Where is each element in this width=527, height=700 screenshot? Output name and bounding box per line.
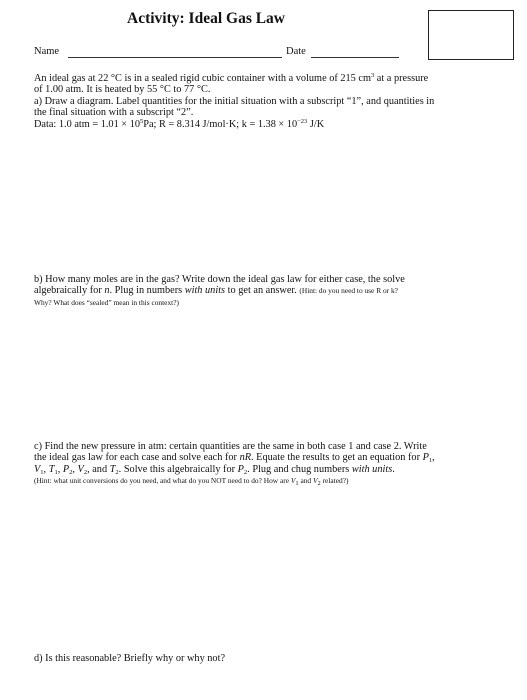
sub-2: 2 — [243, 468, 248, 476]
var-V: V — [312, 476, 318, 486]
part-b-hint-2: Why? What does “sealed” mean in this context?) — [34, 297, 179, 307]
name-label — [34, 46, 59, 57]
intro-line-1 — [34, 73, 520, 84]
intro-line-1a: An ideal gas at 22 °C is in a sealed rigid cubic container with a volume of 215 cm — [34, 73, 371, 84]
part-c-line-2 — [34, 452, 520, 463]
data-part-c: J/K — [307, 118, 325, 130]
part-d-line-1: d) Is this reasonable? Briefly why or why not? — [34, 653, 226, 664]
part-a-line-1: a) Draw a diagram. Label quantities for the initial situation with a subscript “1”, and quantities in — [34, 95, 435, 107]
part-b-line-2a: algebraically for — [34, 285, 105, 297]
score-box — [428, 10, 514, 60]
var-nR: nR — [239, 452, 252, 464]
var-V: V — [290, 476, 296, 486]
sub-2: 2 — [317, 480, 321, 488]
part-c-line-3b: . Solve this algebraically for — [118, 463, 238, 475]
var-P: P — [237, 463, 244, 475]
var-T: T — [109, 463, 116, 475]
part-b-hint-1: (Hint: do you need to use R or k? — [299, 286, 398, 296]
var-V: V — [34, 463, 41, 475]
part-c-hint-a: (Hint: what unit conversions do you need, and what do you NOT need to do? How are — [34, 476, 291, 486]
var-V: V — [77, 463, 84, 475]
and-text: and — [298, 476, 313, 486]
sub-1: 1 — [40, 468, 44, 476]
date-field-line[interactable] — [311, 57, 399, 58]
part-c-line-3c: . Plug and chug numbers — [247, 463, 352, 475]
part-b-line-2b: . Plug in numbers — [109, 285, 185, 297]
data-part-a: Data: 1.0 atm = 1.01 × 10 — [34, 118, 140, 130]
part-b-line-2 — [34, 285, 520, 296]
part-b-line-2c: to get an answer. — [225, 285, 300, 297]
part-c-line-1: c) Find the new pressure in atm: certain quantities are the same in both case 1 and case 2. Write — [34, 441, 427, 452]
data-part-b: Pa; R = 8.314 J/mol·K; k = 1.38 × 10 — [143, 118, 298, 130]
part-c-line-2a: the ideal gas law for each case and solve each for — [34, 452, 240, 464]
sub-1: 1 — [54, 468, 58, 476]
sub-2: 2 — [115, 468, 119, 476]
part-c-hint — [34, 475, 520, 486]
data-line — [34, 119, 520, 130]
part-c-paragraph — [34, 441, 520, 487]
var-T: T — [48, 463, 55, 475]
intro-line-2: of 1.00 atm. It is heated by 55 °C to 77 °C. — [34, 84, 211, 96]
name-field-line[interactable] — [68, 57, 282, 58]
var-n: n — [104, 285, 110, 297]
part-b-line-1: b) How many moles are in the gas? Write down the ideal gas law for either case, the solve — [34, 274, 405, 285]
and-text: , and — [87, 463, 110, 475]
data-exponent-1: 5 — [140, 117, 144, 125]
cm-cubed-sup: 3 — [370, 72, 375, 79]
comma: , — [432, 452, 435, 464]
data-exponent-2: −23 — [297, 117, 308, 125]
comma: , — [43, 463, 47, 475]
var-P: P — [422, 452, 429, 464]
sub-2: 2 — [83, 468, 88, 476]
part-c-line-2b: . Equate the results to get an equation for — [251, 452, 423, 464]
intro-paragraph — [34, 73, 520, 130]
sub-1: 1 — [428, 457, 433, 465]
sub-1: 1 — [295, 480, 299, 488]
sub-2: 2 — [69, 468, 73, 476]
part-b-paragraph — [34, 274, 520, 308]
comma: , — [57, 463, 61, 475]
date-label — [286, 46, 306, 57]
comma: , — [72, 463, 75, 475]
part-a-line-2: the final situation with a subscript “2”. — [34, 107, 194, 119]
part-c-line-3 — [34, 464, 520, 475]
part-d-paragraph — [34, 653, 520, 664]
part-c-hint-b: related?) — [320, 476, 349, 486]
intro-line-1b: at a pressure — [374, 73, 429, 84]
with-units-emphasis: with units — [351, 463, 393, 475]
var-P: P — [62, 463, 70, 475]
with-units-emphasis: with units — [184, 285, 226, 297]
worksheet-title: Activity: Ideal Gas Law — [127, 10, 286, 27]
name-label-text: Name — [34, 46, 60, 57]
date-label-text: Date — [286, 46, 306, 57]
period: . — [392, 463, 395, 475]
